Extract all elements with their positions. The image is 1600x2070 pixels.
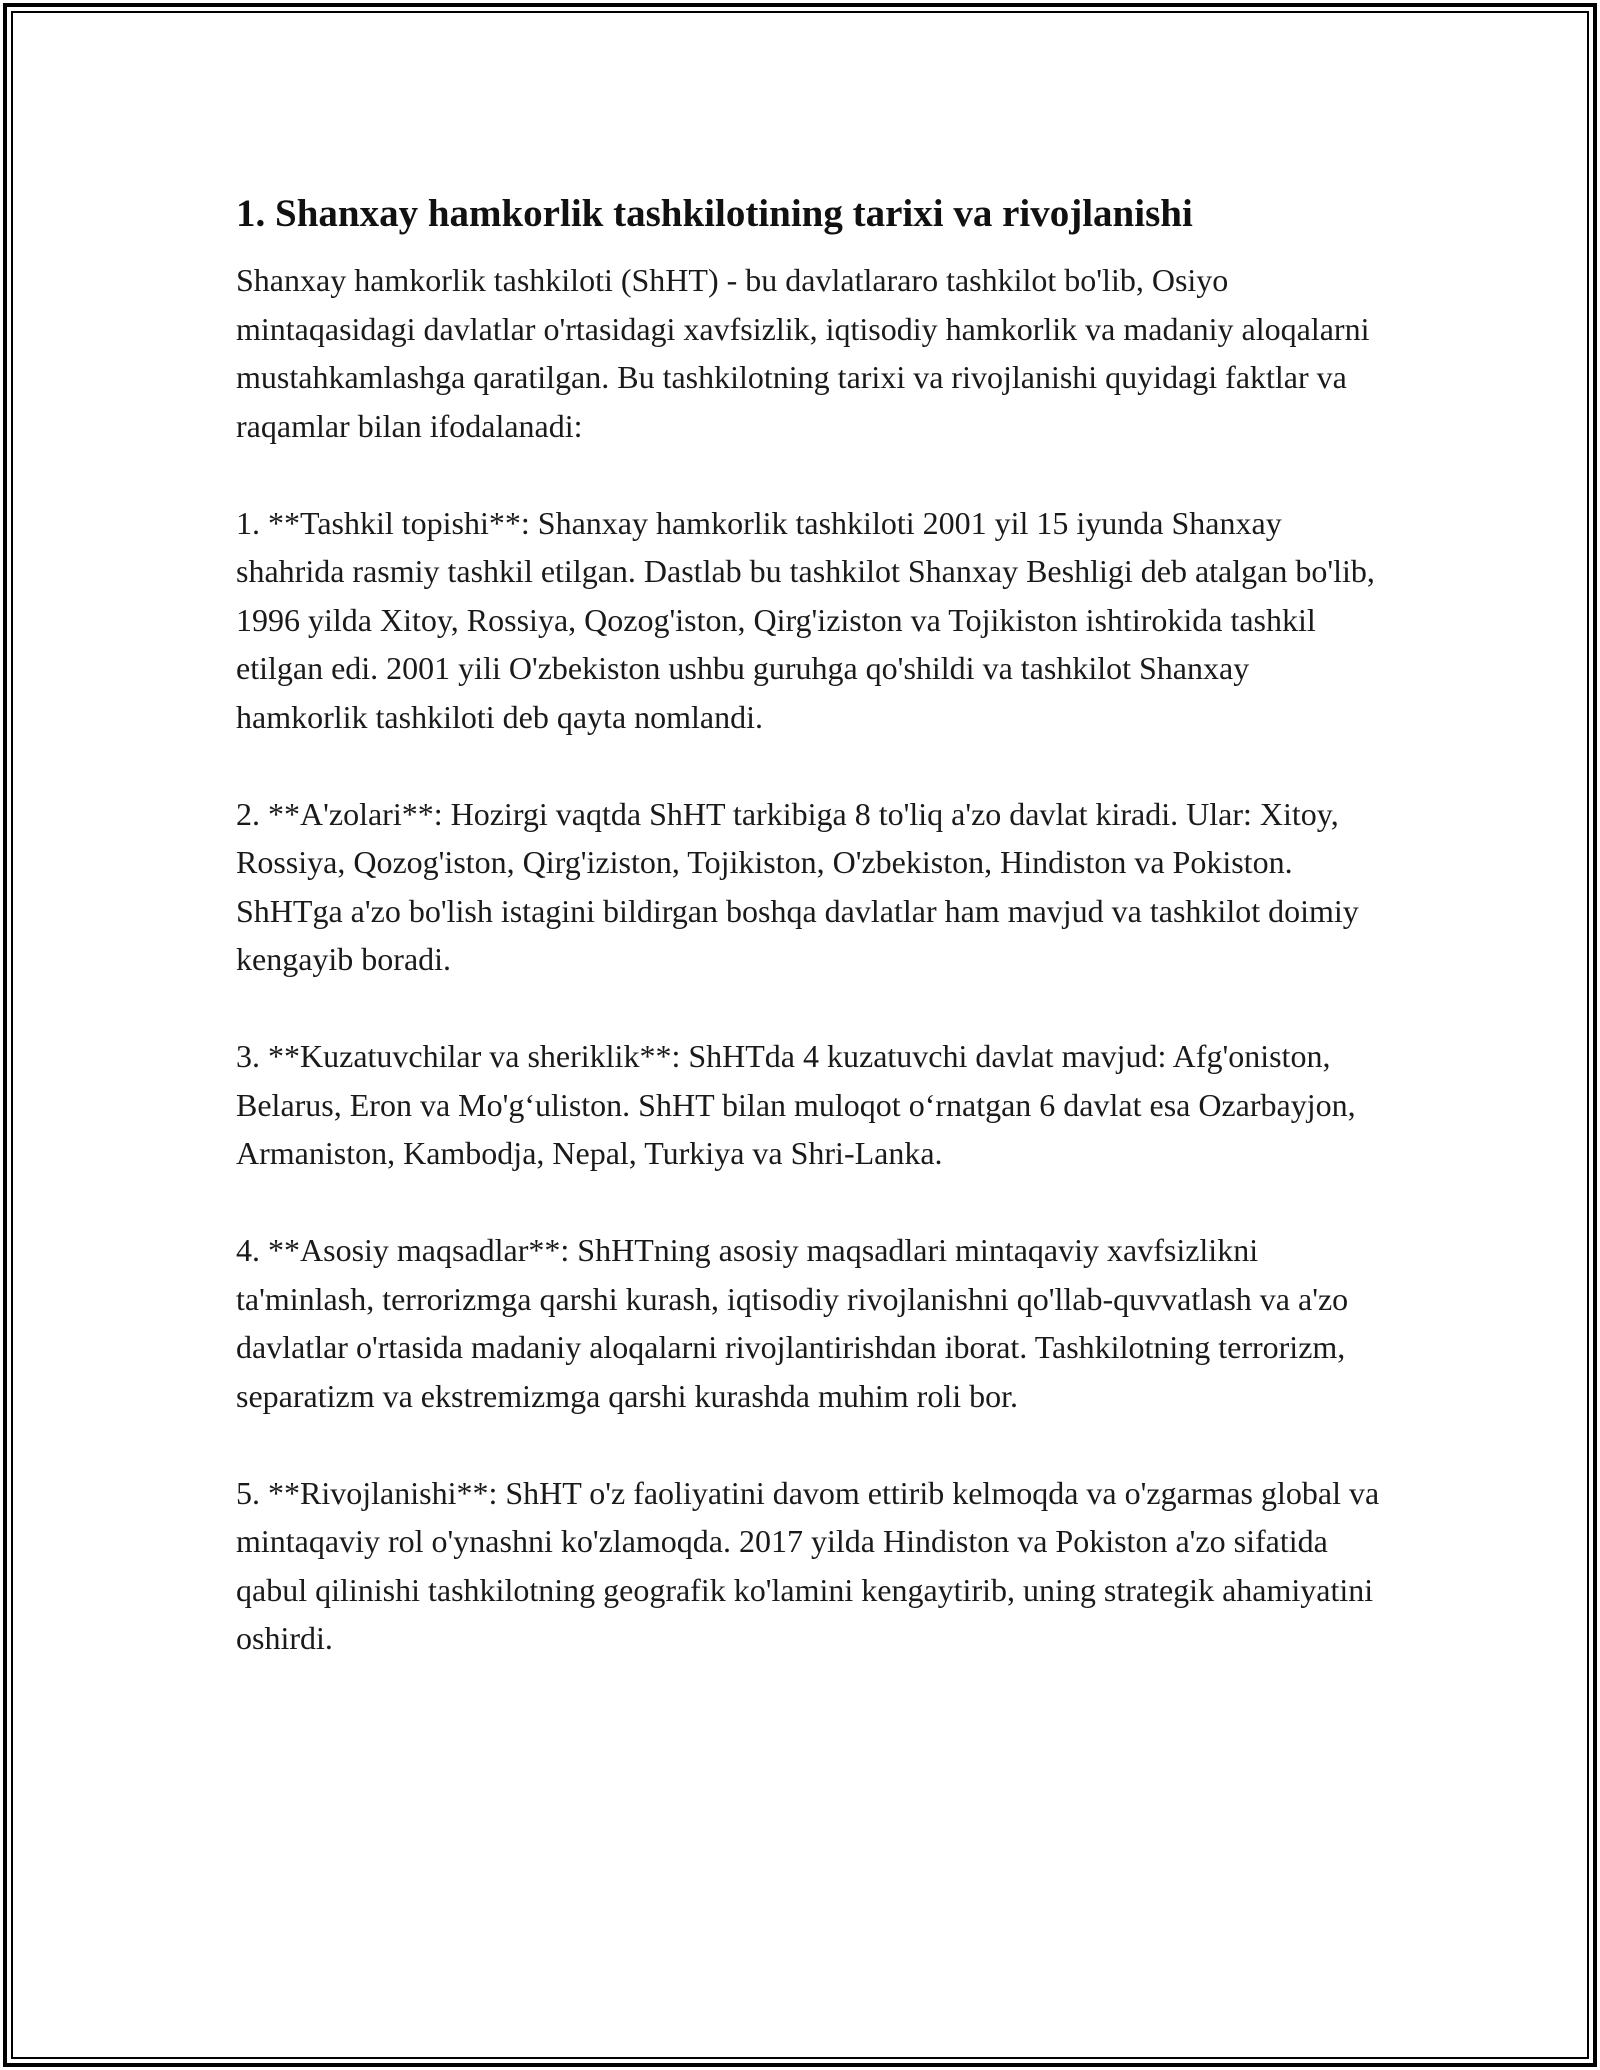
document-title: 1. Shanxay hamkorlik tashkilotining tarixi va rivojlanishi [236,192,1193,235]
list-item: 2. **A'zolari**: Hozirgi vaqtda ShHT tarkibiga 8 to'liq a'zo davlat kiradi. Ular: Xitoy, Rossiya, Qozog'iston, Qirg'iziston, Tojikiston, O'zbekiston, Hindiston va Pokiston. ShHTga a'zo bo'lish istagini bildirgan boshqa davlatlar ham mavjud va tashkilot doimiy kengayib boradi. [236,795,1359,977]
list-item: 4. **Asosiy maqsadlar**: ShHTning asosiy maqsadlari mintaqaviy xavfsizlikni ta'minlash, terrorizmga qarshi kurash, iqtisodiy rivojlanishni qo'llab-quvvatlash va a'zo davlatlar o'rtasida madaniy aloqalarni rivojlantirishdan iborat. Tashkilotning terrorizm, separatizm va ekstremizmga qarshi kurashda muhim roli bor. [236,1232,1349,1414]
document-body [236,186,1386,1663]
list-item: 5. **Rivojlanishi**: ShHT o'z faoliyatini davom ettirib kelmoqda va o'zgarmas global va mintaqaviy rol o'ynashni ko'zlamoqda. 2017 yilda Hindiston va Pokiston a'zo sifatida qabul qilinishi tashkilotning geografik ko'lamini kengaytirib, uning strategik ahamiyatini oshirdi. [236,1474,1380,1656]
list-item: 3. **Kuzatuvchilar va sheriklik**: ShHTda 4 kuzatuvchi davlat mavjud: Afg'oniston, Belarus, Eron va Mo'g‘uliston. ShHT bilan muloqot o‘rnatgan 6 davlat esa Ozarbayjon, Armaniston, Kambodja, Nepal, Turkiya va Shri-Lanka. [236,1038,1356,1171]
intro-paragraph: Shanxay hamkorlik tashkiloti (ShHT) - bu davlatlararo tashkilot bo'lib, Osiyo mintaqasidagi davlatlar o'rtasidagi xavfsizlik, iqtisodiy hamkorlik va madaniy aloqalarni mustahkamlashga qaratilgan. Bu tashkilotning tarixi va rivojlanishi quyidagi faktlar va raqamlar bilan ifodalanadi: [236,262,1370,444]
list-item: 1. **Tashkil topishi**: Shanxay hamkorlik tashkiloti 2001 yil 15 iyunda Shanxay shahrida rasmiy tashkil etilgan. Dastlab bu tashkilot Shanxay Beshligi deb atalgan bo'lib, 1996 yilda Xitoy, Rossiya, Qozog'iston, Qirg'iziston va Tojikiston ishtirokida tashkil etilgan edi. 2001 yili O'zbekiston ushbu guruhga qo'shildi va tashkilot Shanxay hamkorlik tashkiloti deb qayta nomlandi. [236,504,1375,735]
